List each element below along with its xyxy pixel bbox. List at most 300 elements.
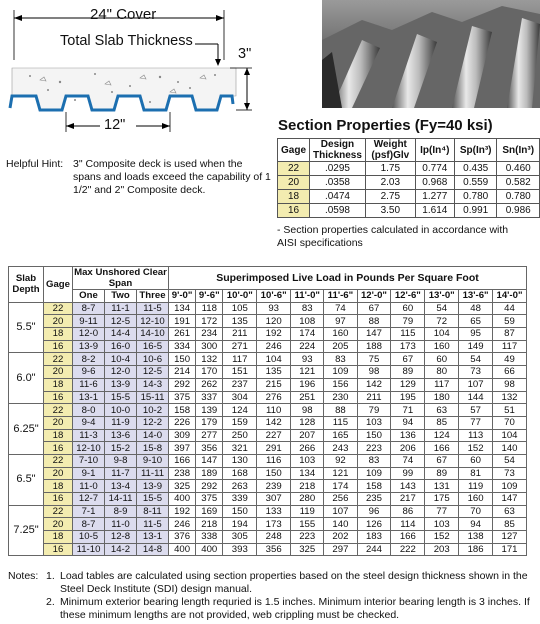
- lt-span-cell: 11-9: [105, 416, 137, 429]
- lt-span-cell: 15-5: [105, 391, 137, 404]
- lt-load-cell: 271: [223, 340, 257, 353]
- lt-load-cell: 338: [196, 531, 223, 544]
- lt-load-cell: 128: [291, 416, 324, 429]
- lt-load-cell: 94: [459, 518, 493, 531]
- sp-value-cell: .0598: [310, 204, 366, 218]
- lt-span-cell: 9-4: [73, 416, 105, 429]
- lt-gage-cell: 18: [44, 531, 73, 544]
- lt-load-cell: 72: [425, 315, 459, 328]
- lt-load-cell: 124: [223, 404, 257, 417]
- lt-load-cell: 149: [459, 340, 493, 353]
- lt-load-cell: 121: [291, 366, 324, 379]
- lt-span-cell: 12-2: [137, 416, 169, 429]
- lt-span-cell: 14-11: [105, 493, 137, 506]
- lt-load-cell: 67: [357, 302, 391, 315]
- helpful-hint-text: 3" Composite deck is used when the spans and loads exceed the capability of 1 1/2" and 2" Composite deck.: [73, 158, 271, 196]
- lt-load-cell: 83: [324, 353, 357, 366]
- lt-load-cell: 168: [223, 467, 257, 480]
- lt-span-cell: 15-8: [137, 442, 169, 455]
- lt-span-cell: 8-9: [105, 505, 137, 518]
- lt-load-col-header: 10'-0": [223, 290, 257, 303]
- lt-row: [9, 518, 527, 531]
- lt-load-cell: 291: [257, 442, 291, 455]
- sp-value-cell: .0295: [310, 162, 366, 176]
- lt-load-cell: 224: [291, 340, 324, 353]
- lt-span-cell: 10-2: [137, 404, 169, 417]
- lt-load-cell: 130: [223, 454, 257, 467]
- lt-span-cell: 15-2: [105, 442, 137, 455]
- lt-load-cell: 63: [493, 505, 527, 518]
- lt-load-cell: 92: [324, 454, 357, 467]
- lt-span-col-header: One: [73, 290, 105, 303]
- lt-span-cell: 11-0: [105, 518, 137, 531]
- lt-span-col-header: Three: [137, 290, 169, 303]
- lt-load-cell: 256: [324, 493, 357, 506]
- lt-gage-cell: 18: [44, 378, 73, 391]
- sp-row: [278, 162, 540, 176]
- lt-load-cell: 124: [425, 429, 459, 442]
- lt-load-cell: 158: [169, 404, 196, 417]
- lt-load-cell: 88: [324, 404, 357, 417]
- lt-row: [9, 391, 527, 404]
- lt-load-cell: 194: [223, 518, 257, 531]
- lt-load-cell: 95: [459, 328, 493, 341]
- lt-span-cell: 15-11: [137, 391, 169, 404]
- lt-load-cell: 117: [493, 340, 527, 353]
- lt-load-cell: 339: [223, 493, 257, 506]
- lt-load-cell: 263: [223, 480, 257, 493]
- lt-span-cell: 13-9: [137, 480, 169, 493]
- lt-load-cell: 297: [324, 543, 357, 556]
- lt-load-cell: 87: [493, 328, 527, 341]
- lt-load-cell: 48: [459, 302, 493, 315]
- lt-load-cell: 203: [425, 543, 459, 556]
- lt-load-cell: 132: [493, 391, 527, 404]
- lt-span-cell: 11-5: [137, 518, 169, 531]
- lt-load-cell: 160: [425, 340, 459, 353]
- lt-load-cell: 83: [357, 454, 391, 467]
- lt-load-cell: 104: [493, 429, 527, 442]
- lt-load-cell: 325: [291, 543, 324, 556]
- lt-load-cell: 180: [425, 391, 459, 404]
- lt-load-cell: 129: [391, 378, 425, 391]
- note-1-number: 1.: [46, 570, 55, 582]
- sp-value-cell: 1.75: [365, 162, 415, 176]
- lt-span-cell: 8-7: [73, 518, 105, 531]
- sp-value-cell: 0.780: [454, 190, 497, 204]
- lt-load-cell: 44: [493, 302, 527, 315]
- cover-width-label: 24" Cover: [90, 6, 157, 23]
- lt-span-cell: 16-0: [105, 340, 137, 353]
- lt-load-cell: 126: [357, 518, 391, 531]
- lt-load-cell: 140: [324, 518, 357, 531]
- lt-load-cell: 75: [357, 353, 391, 366]
- lt-row: [9, 302, 527, 315]
- lt-load-cell: 246: [257, 340, 291, 353]
- lt-span-cell: 13-1: [137, 531, 169, 544]
- lt-load-cell: 211: [223, 328, 257, 341]
- lt-load-cell: 334: [169, 340, 196, 353]
- lt-load-cell: 192: [257, 328, 291, 341]
- lt-span-cell: 9-1: [73, 467, 105, 480]
- lt-span-cell: 9-6: [73, 366, 105, 379]
- lt-load-cell: 63: [425, 404, 459, 417]
- lt-load-cell: 226: [169, 416, 196, 429]
- lt-load-cell: 49: [493, 353, 527, 366]
- lt-slab-depth-cell: 6.0": [9, 353, 44, 404]
- lt-load-cell: 80: [425, 366, 459, 379]
- lt-gage-cell: 20: [44, 518, 73, 531]
- sp-value-cell: .0358: [310, 176, 366, 190]
- lt-load-cell: 65: [459, 315, 493, 328]
- lt-load-cell: 110: [257, 404, 291, 417]
- rib-spacing-label: 12": [104, 117, 126, 133]
- sp-value-cell: 0.435: [454, 162, 497, 176]
- lt-load-cell: 66: [493, 366, 527, 379]
- lt-load-cell: 79: [391, 315, 425, 328]
- lt-row: [9, 340, 527, 353]
- lt-load-col-header: 14'-0": [493, 290, 527, 303]
- lt-span-cell: 12-5: [105, 315, 137, 328]
- lt-load-cell: 196: [291, 378, 324, 391]
- lt-slab-depth-cell: 6.25": [9, 404, 44, 455]
- note-1-text: Load tables are calculated using section properties based on the steel design thickness shown in the Steel Deck Institute (SDI) design manual.: [60, 570, 528, 595]
- sp-value-cell: 2.75: [365, 190, 415, 204]
- lt-load-cell: 234: [196, 328, 223, 341]
- slab-thickness-label: Total Slab Thickness: [60, 33, 193, 49]
- lt-span-cell: 14-0: [137, 429, 169, 442]
- sp-value-cell: 0.991: [454, 204, 497, 218]
- lt-load-cell: 132: [196, 353, 223, 366]
- sp-value-cell: 0.968: [415, 176, 454, 190]
- lt-slab-depth-cell: 7.25": [9, 505, 44, 556]
- lt-load-cell: 104: [425, 328, 459, 341]
- lt-span-cell: 10-5: [73, 531, 105, 544]
- lt-span-cell: 12-0: [73, 328, 105, 341]
- lt-gage-cell: 18: [44, 429, 73, 442]
- lt-load-cell: 215: [257, 378, 291, 391]
- lt-load-cell: 169: [196, 505, 223, 518]
- lt-row: [9, 480, 527, 493]
- load-table: [8, 266, 527, 556]
- lt-span-cell: 13-9: [73, 340, 105, 353]
- lt-span-cell: 11-10: [73, 543, 105, 556]
- lt-span-cell: 8-2: [73, 353, 105, 366]
- lt-load-cell: 134: [291, 467, 324, 480]
- lt-load-cell: 248: [257, 531, 291, 544]
- lt-load-cell: 96: [357, 505, 391, 518]
- lt-load-cell: 218: [291, 480, 324, 493]
- sp-gage-cell: 18: [278, 190, 310, 204]
- lt-gage-cell: 16: [44, 543, 73, 556]
- lt-row: [9, 404, 527, 417]
- lt-load-cell: 222: [391, 543, 425, 556]
- lt-load-cell: 292: [169, 378, 196, 391]
- sp-value-cell: 3.50: [365, 204, 415, 218]
- lt-span-cell: 9-10: [137, 454, 169, 467]
- lt-load-cell: 261: [169, 328, 196, 341]
- lt-load-cell: 77: [459, 416, 493, 429]
- lt-load-cell: 207: [291, 429, 324, 442]
- lt-load-cell: 250: [223, 429, 257, 442]
- sp-header-gage: Gage: [278, 139, 310, 162]
- lt-load-cell: 109: [324, 366, 357, 379]
- lt-load-cell: 74: [324, 302, 357, 315]
- lt-span-cell: 13-4: [105, 480, 137, 493]
- lt-gage-cell: 18: [44, 328, 73, 341]
- lt-header-gage: Gage: [44, 267, 73, 303]
- lt-load-cell: 400: [169, 493, 196, 506]
- lt-load-col-header: 9'-6": [196, 290, 223, 303]
- sp-value-cell: 0.986: [497, 204, 540, 218]
- notes: [8, 570, 536, 622]
- lt-load-cell: 277: [196, 429, 223, 442]
- lt-span-cell: 12-5: [137, 366, 169, 379]
- lt-load-cell: 142: [257, 416, 291, 429]
- lt-load-cell: 81: [459, 467, 493, 480]
- lt-row: [9, 505, 527, 518]
- lt-load-cell: 77: [425, 505, 459, 518]
- lt-load-cell: 98: [493, 378, 527, 391]
- lt-span-cell: 11-5: [137, 302, 169, 315]
- lt-load-cell: 223: [291, 531, 324, 544]
- sp-value-cell: 1.277: [415, 190, 454, 204]
- lt-load-cell: 375: [169, 391, 196, 404]
- lt-load-cell: 119: [291, 505, 324, 518]
- lt-load-cell: 397: [169, 442, 196, 455]
- lt-gage-cell: 20: [44, 315, 73, 328]
- lt-slab-depth-cell: 5.5": [9, 302, 44, 353]
- lt-load-cell: 127: [493, 531, 527, 544]
- lt-load-cell: 113: [459, 429, 493, 442]
- lt-load-cell: 218: [196, 518, 223, 531]
- sp-header-ip: Ip(In⁴): [415, 139, 454, 162]
- lt-load-cell: 173: [257, 518, 291, 531]
- lt-load-cell: 235: [357, 493, 391, 506]
- lt-load-cell: 74: [391, 454, 425, 467]
- lt-load-cell: 227: [257, 429, 291, 442]
- lt-load-cell: 150: [223, 505, 257, 518]
- lt-load-cell: 223: [357, 442, 391, 455]
- lt-load-cell: 133: [257, 505, 291, 518]
- lt-load-cell: 230: [324, 391, 357, 404]
- lt-load-cell: 94: [391, 416, 425, 429]
- lt-row: [9, 315, 527, 328]
- lt-load-cell: 60: [391, 302, 425, 315]
- lt-span-cell: 14-4: [105, 328, 137, 341]
- lt-load-cell: 54: [425, 302, 459, 315]
- lt-load-cell: 276: [257, 391, 291, 404]
- lt-load-cell: 67: [391, 353, 425, 366]
- lt-load-col-header: 9'-0": [169, 290, 196, 303]
- sp-value-cell: 1.614: [415, 204, 454, 218]
- lt-load-cell: 103: [291, 454, 324, 467]
- lt-load-cell: 99: [391, 467, 425, 480]
- lt-load-cell: 237: [223, 378, 257, 391]
- sp-row: [278, 190, 540, 204]
- lt-load-cell: 107: [459, 378, 493, 391]
- lt-load-cell: 107: [324, 505, 357, 518]
- lt-load-cell: 192: [169, 505, 196, 518]
- lt-span-cell: 11-11: [137, 467, 169, 480]
- helpful-hint-label: Helpful Hint:: [6, 158, 64, 170]
- lt-span-cell: 12-8: [105, 531, 137, 544]
- lt-load-cell: 155: [291, 518, 324, 531]
- lt-gage-cell: 16: [44, 493, 73, 506]
- lt-load-cell: 104: [257, 353, 291, 366]
- lt-load-cell: 83: [291, 302, 324, 315]
- lt-load-cell: 400: [196, 543, 223, 556]
- lt-load-cell: 400: [169, 543, 196, 556]
- lt-load-cell: 188: [357, 340, 391, 353]
- lt-load-cell: 150: [357, 429, 391, 442]
- lt-load-cell: 174: [291, 328, 324, 341]
- sp-gage-cell: 22: [278, 162, 310, 176]
- lt-span-cell: 14-8: [137, 543, 169, 556]
- lt-load-cell: 152: [459, 442, 493, 455]
- lt-load-cell: 217: [391, 493, 425, 506]
- lt-span-cell: 8-0: [73, 404, 105, 417]
- lt-load-cell: 205: [324, 340, 357, 353]
- lt-row: [9, 543, 527, 556]
- note-2-text: Minimum exterior bearing length requried is 1.5 inches. Minimum interior bearing length is 3 inches. If these minimum lengths are not provided, web crippling must be checked.: [60, 596, 530, 621]
- lt-load-cell: 170: [196, 366, 223, 379]
- lt-row: [9, 493, 527, 506]
- lt-load-cell: 189: [196, 467, 223, 480]
- lt-load-cell: 179: [196, 416, 223, 429]
- lt-load-cell: 85: [425, 416, 459, 429]
- lt-load-cell: 243: [324, 442, 357, 455]
- sp-row: [278, 204, 540, 218]
- lt-load-cell: 51: [493, 404, 527, 417]
- lt-span-cell: 12-10: [137, 315, 169, 328]
- lt-load-cell: 166: [169, 454, 196, 467]
- lt-row: [9, 328, 527, 341]
- sp-value-cell: .0474: [310, 190, 366, 204]
- lt-load-cell: 206: [391, 442, 425, 455]
- lt-gage-cell: 22: [44, 404, 73, 417]
- lt-span-cell: 10-4: [105, 353, 137, 366]
- deck-photo: [322, 0, 540, 108]
- lt-load-cell: 97: [324, 315, 357, 328]
- lt-row: [9, 429, 527, 442]
- lt-load-cell: 119: [459, 480, 493, 493]
- lt-load-cell: 115: [391, 328, 425, 341]
- lt-load-cell: 300: [196, 340, 223, 353]
- lt-span-cell: 16-5: [137, 340, 169, 353]
- lt-load-cell: 280: [291, 493, 324, 506]
- lt-gage-cell: 16: [44, 340, 73, 353]
- lt-load-cell: 117: [223, 353, 257, 366]
- lt-load-cell: 131: [425, 480, 459, 493]
- sp-row: [278, 176, 540, 190]
- lt-gage-cell: 20: [44, 467, 73, 480]
- lt-load-cell: 93: [257, 302, 291, 315]
- lt-load-cell: 70: [493, 416, 527, 429]
- lt-span-cell: 8-11: [137, 505, 169, 518]
- lt-span-cell: 14-3: [137, 378, 169, 391]
- lt-load-cell: 309: [169, 429, 196, 442]
- lt-span-cell: 14-10: [137, 328, 169, 341]
- lt-load-cell: 156: [324, 378, 357, 391]
- lt-load-cell: 143: [391, 480, 425, 493]
- lt-load-cell: 147: [493, 493, 527, 506]
- lt-load-cell: 147: [357, 328, 391, 341]
- lt-load-cell: 89: [391, 366, 425, 379]
- lt-load-cell: 79: [357, 404, 391, 417]
- lt-load-cell: 103: [357, 416, 391, 429]
- lt-gage-cell: 18: [44, 480, 73, 493]
- lt-gage-cell: 20: [44, 416, 73, 429]
- lt-row: [9, 366, 527, 379]
- lt-load-cell: 160: [459, 493, 493, 506]
- lt-load-cell: 251: [291, 391, 324, 404]
- lt-load-cell: 67: [425, 454, 459, 467]
- lt-row: [9, 378, 527, 391]
- lt-load-col-header: 12'-0": [357, 290, 391, 303]
- lt-load-cell: 356: [257, 543, 291, 556]
- lt-header-live-load: Superimposed Live Load in Pounds Per Square Foot: [169, 267, 527, 290]
- lt-load-cell: 244: [357, 543, 391, 556]
- lt-span-cell: 15-5: [137, 493, 169, 506]
- sp-gage-cell: 16: [278, 204, 310, 218]
- lt-load-cell: 183: [357, 531, 391, 544]
- lt-row: [9, 531, 527, 544]
- lt-load-cell: 118: [196, 302, 223, 315]
- lt-load-cell: 93: [291, 353, 324, 366]
- lt-load-cell: 109: [493, 480, 527, 493]
- lt-row: [9, 353, 527, 366]
- lt-row: [9, 442, 527, 455]
- lt-load-cell: 304: [223, 391, 257, 404]
- lt-span-cell: 11-1: [105, 302, 137, 315]
- lt-load-cell: 166: [425, 442, 459, 455]
- lt-load-cell: 54: [493, 454, 527, 467]
- lt-load-cell: 140: [493, 442, 527, 455]
- lt-span-cell: 12-0: [105, 366, 137, 379]
- lt-row: [9, 416, 527, 429]
- lt-span-cell: 13-1: [73, 391, 105, 404]
- lt-load-col-header: 10'-6": [257, 290, 291, 303]
- note-2-number: 2.: [46, 596, 55, 608]
- lt-load-cell: 321: [223, 442, 257, 455]
- lt-span-cell: 12-10: [73, 442, 105, 455]
- lt-load-cell: 73: [493, 467, 527, 480]
- sp-value-cell: 0.460: [497, 162, 540, 176]
- lt-load-cell: 202: [324, 531, 357, 544]
- lt-load-cell: 144: [459, 391, 493, 404]
- lt-load-cell: 109: [357, 467, 391, 480]
- lt-span-cell: 10-0: [105, 404, 137, 417]
- lt-load-cell: 70: [459, 505, 493, 518]
- lt-load-cell: 60: [459, 454, 493, 467]
- lt-load-cell: 142: [357, 378, 391, 391]
- lt-span-cell: 11-0: [73, 480, 105, 493]
- lt-load-cell: 171: [493, 543, 527, 556]
- lt-span-cell: 12-7: [73, 493, 105, 506]
- lt-load-cell: 262: [196, 378, 223, 391]
- sp-header-weight: Weight (psf)Glv: [365, 139, 415, 162]
- lt-span-cell: 11-6: [73, 378, 105, 391]
- lt-load-cell: 150: [169, 353, 196, 366]
- lt-header-slab-depth: Slab Depth: [9, 267, 44, 303]
- notes-label: Notes:: [8, 570, 39, 582]
- lt-load-cell: 195: [391, 391, 425, 404]
- lt-load-cell: 158: [357, 480, 391, 493]
- lt-slab-depth-cell: 6.5": [9, 454, 44, 505]
- lt-load-cell: 174: [324, 480, 357, 493]
- lt-load-cell: 103: [425, 518, 459, 531]
